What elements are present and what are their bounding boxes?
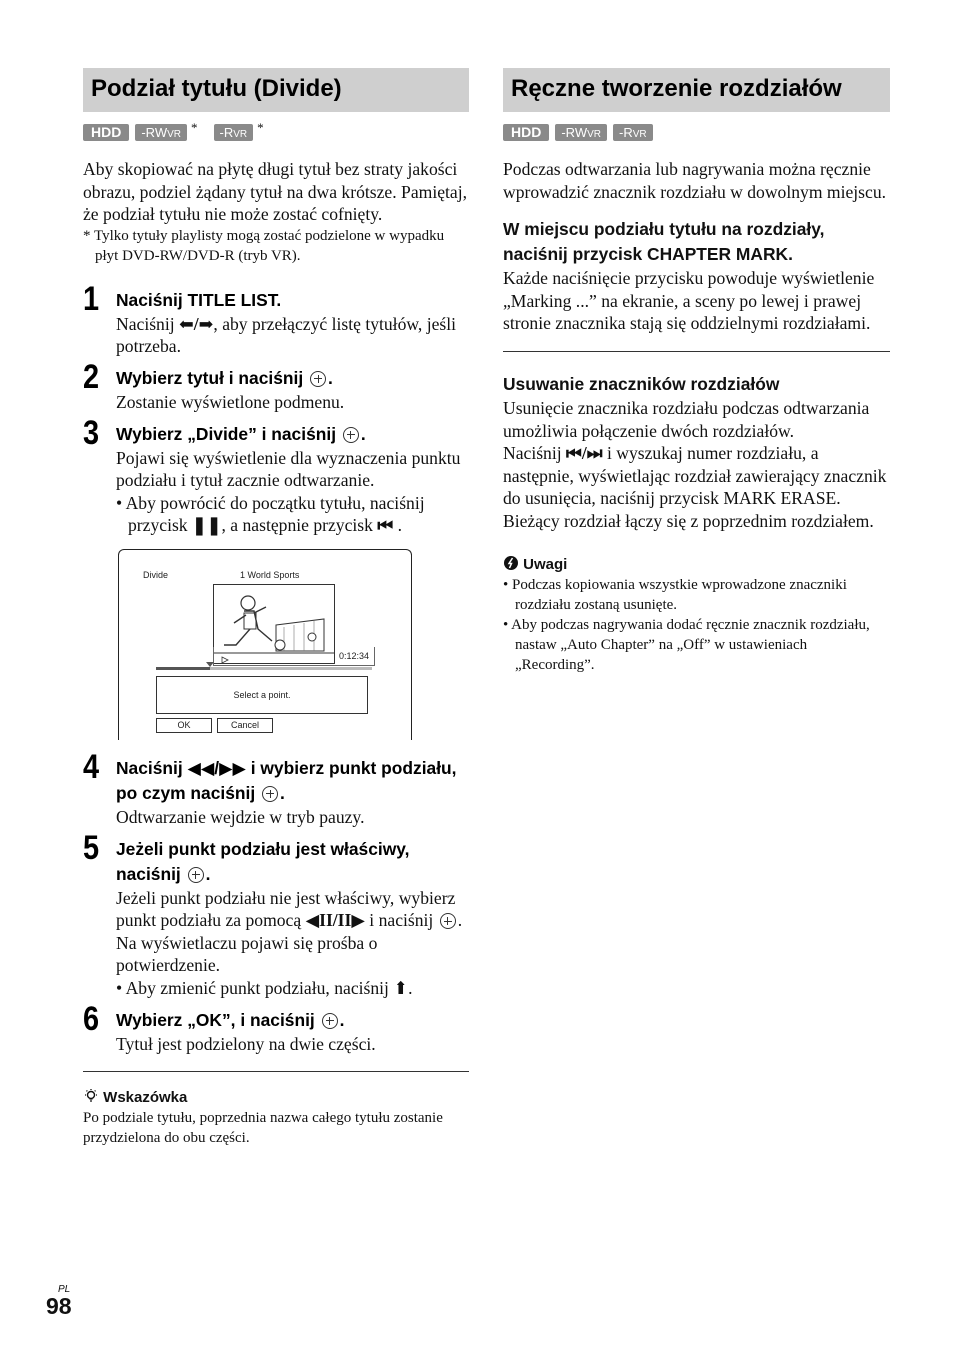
step-text: Jeżeli punkt podziału nie jest właściwy, wybierz punkt podziału za pomocą ◀II/II▶ i naciśnij . Na wyświetlaczu pojawi się prośba o potwierdzenie. bbox=[116, 887, 463, 976]
hdd-badge: HDD bbox=[503, 124, 549, 141]
position-marker bbox=[206, 662, 214, 667]
intro-text: Aby skopiować na płytę długi tytuł bez straty jakości obrazu, podziel żądany tytuł na dwa krótsze. Pamiętaj, że podział tytułu nie może zostać cofnięty. bbox=[83, 159, 467, 225]
cancel-button[interactable]: Cancel bbox=[217, 718, 273, 733]
language-code: PL bbox=[58, 1284, 71, 1295]
step-2 bbox=[83, 357, 469, 414]
screen-time: 0:12:34 bbox=[339, 650, 370, 661]
footnote: * Tylko tytuły playlisty mogą zostać podzielone w wypadku płyt DVD-RW/DVD-R (tryb VR). bbox=[83, 227, 445, 264]
note-item: • Podczas kopiowania wszystkie wprowadzone znaczniki rozdziału zostaną usunięte. bbox=[503, 576, 847, 613]
hint-heading: Wskazówka bbox=[83, 1088, 469, 1108]
screen-title-label: 1 World Sports bbox=[240, 569, 300, 580]
enter-icon bbox=[262, 786, 278, 802]
notes-heading: Uwagi bbox=[503, 555, 890, 575]
step-text: Pojawi się wyświetlenie dla wyznaczenia punktu podziału i tytuł zacznie odtwarzanie. bbox=[116, 447, 461, 491]
step-number: 1 bbox=[83, 279, 100, 318]
skip-icon: ⏮/⏭ bbox=[566, 443, 603, 464]
up-arrow-icon: ⬆ bbox=[393, 977, 409, 998]
slow-play-icon: ◀II/II▶ bbox=[305, 910, 365, 931]
step-heading: Wybierz „OK”, i naciśnij . bbox=[116, 1009, 345, 1030]
step-4 bbox=[83, 747, 469, 829]
step-1 bbox=[83, 279, 469, 358]
step-text: Naciśnij ⬅/➡, aby przełączyć listę tytułów, jeśli potrzeba. bbox=[116, 313, 457, 357]
asterisk: * bbox=[257, 120, 264, 135]
intro-text: Podczas odtwarzania lub nagrywania można ręcznie wprowadzić znacznik rozdziału w dowolnym miejscu. bbox=[503, 159, 887, 202]
step-number: 2 bbox=[83, 357, 100, 396]
rewind-forward-icon: ◀◀/▶▶ bbox=[187, 757, 246, 778]
sub-heading: Usuwanie znaczników rozdziałów bbox=[503, 373, 780, 394]
step-3 bbox=[83, 413, 469, 537]
step-number: 4 bbox=[83, 747, 100, 786]
instruction-heading: W miejscu podziału tytułu na rozdziały, naciśnij przycisk CHAPTER MARK. bbox=[503, 219, 825, 265]
divider bbox=[503, 351, 890, 352]
note-icon bbox=[503, 555, 519, 571]
asterisk: * bbox=[191, 120, 198, 135]
page-number-value: 98 bbox=[46, 1293, 72, 1319]
r-vr-badge: -RVR bbox=[214, 124, 254, 141]
step-text: Tytuł jest podzielony na dwie części. bbox=[116, 1033, 376, 1054]
screen-divide-label: Divide bbox=[143, 569, 169, 580]
step-heading: Naciśnij TITLE LIST. bbox=[116, 289, 282, 310]
right-column bbox=[503, 68, 890, 675]
progress-fill bbox=[156, 667, 210, 670]
media-badges-right bbox=[503, 124, 890, 148]
note-item: • Aby podczas nagrywania dodać ręcznie znacznik rozdziału, nastaw „Auto Chapter” na „Off” w ustawieniach „Recording”. bbox=[503, 616, 870, 673]
divide-screen-illustration bbox=[118, 549, 412, 740]
hint-text: Po podziale tytułu, poprzednia nazwa całego tytułu zostanie przydzielona do obu części. bbox=[83, 1110, 443, 1147]
step-bullet: • Aby powrócić do początku tytułu, naciśnij przycisk ❚❚, a następnie przycisk ⏮ . bbox=[116, 492, 425, 536]
step-text: Odtwarzanie wejdzie w tryb pauzy. bbox=[116, 806, 365, 827]
step-bullet: • Aby zmienić punkt podziału, naciśnij ⬆. bbox=[116, 977, 413, 998]
step-number: 5 bbox=[83, 828, 100, 867]
left-right-arrow-icon: ⬅/➡ bbox=[179, 313, 214, 334]
page-number bbox=[46, 1284, 72, 1320]
hdd-badge: HDD bbox=[83, 124, 129, 141]
pause-icon: ❚❚ bbox=[192, 515, 222, 536]
instruction-text: Każde naciśnięcie przycisku powoduje wyświetlenie „Marking ...” na ekranie, a sceny po lewej i prawej stronie znacznika stają się oddzielnymi rozdziałami. bbox=[503, 268, 875, 334]
step-text: Zostanie wyświetlone podmenu. bbox=[116, 391, 345, 412]
lightbulb-icon bbox=[83, 1088, 99, 1104]
step-6 bbox=[83, 999, 469, 1056]
sub-text-1: Usunięcie znacznika rozdziału podczas odtwarzania umożliwia połączenie dwóch rozdziałów. bbox=[503, 397, 870, 441]
ok-button[interactable]: OK bbox=[156, 718, 212, 733]
message-box bbox=[156, 676, 368, 714]
step-heading: Jeżeli punkt podziału jest właściwy, naciśnij . bbox=[116, 838, 410, 884]
enter-icon bbox=[310, 371, 326, 387]
enter-icon bbox=[188, 867, 204, 883]
divider bbox=[83, 1071, 469, 1072]
prev-icon: ⏮ bbox=[377, 515, 394, 536]
step-5 bbox=[83, 828, 469, 1000]
enter-icon bbox=[343, 427, 359, 443]
message-text: Select a point. bbox=[233, 689, 291, 700]
enter-icon bbox=[440, 913, 456, 929]
sub-text-3: Bieżący rozdział łączy się z poprzednim rozdziałem. bbox=[503, 510, 874, 531]
enter-icon bbox=[322, 1013, 338, 1029]
sub-text-2: Naciśnij ⏮/⏭ i wyszukaj numer rozdziału, a następnie, wyświetlając rozdział zawierający znacznik do usunięcia, naciśnij przycisk MARK ERASE. bbox=[503, 443, 887, 509]
step-number: 6 bbox=[83, 999, 100, 1038]
media-badges-left bbox=[83, 120, 469, 148]
step-heading: Wybierz „Divide” i naciśnij . bbox=[116, 423, 366, 444]
section-title-chapters: Ręczne tworzenie rozdziałów bbox=[503, 68, 890, 112]
step-heading: Naciśnij ◀◀/▶▶ i wybierz punkt podziału, po czym naciśnij . bbox=[116, 757, 457, 803]
rw-vr-badge: -RWVR bbox=[555, 124, 607, 141]
progress-track bbox=[156, 667, 372, 670]
step-number: 3 bbox=[83, 413, 100, 452]
left-column bbox=[83, 68, 469, 1148]
rw-vr-badge: -RWVR bbox=[135, 124, 187, 141]
r-vr-badge: -RVR bbox=[613, 124, 653, 141]
step-heading: Wybierz tytuł i naciśnij . bbox=[116, 367, 333, 388]
section-title-divide: Podział tytułu (Divide) bbox=[83, 68, 469, 112]
